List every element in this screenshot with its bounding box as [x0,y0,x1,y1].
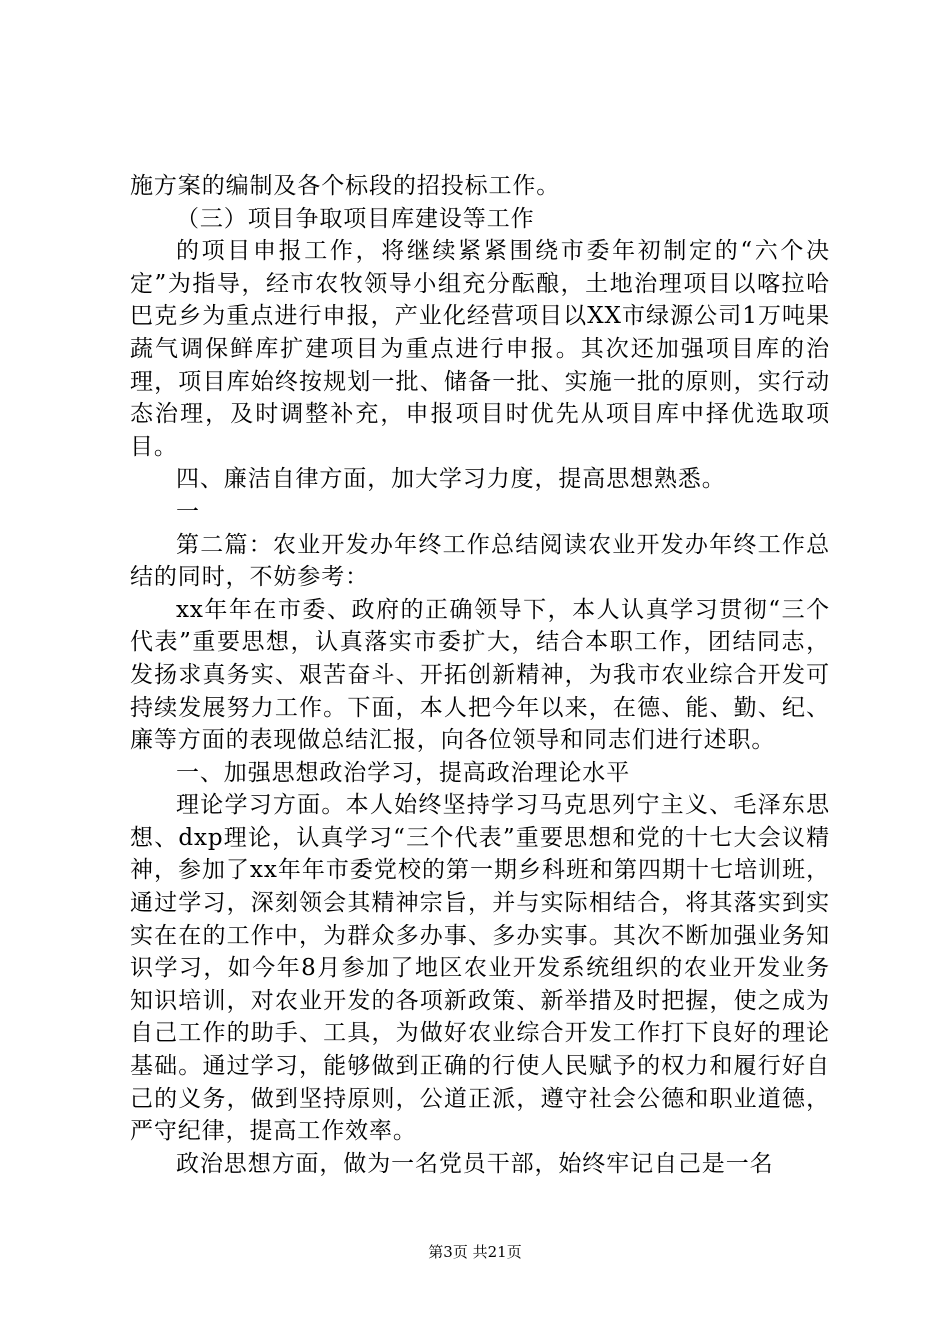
paragraph-theory-study: 理论学习方面。本人始终坚持学习马克思列宁主义、毛泽东思想、dxp理论，认真学习“三个代表”重要思想和党的十七大会议精神，参加了xx年年市委党校的第一期乡科班和第四期十七培训班，通过学习，深刻领会其精神宗旨，并与实际相结合，将其落实到实实在在的工作中，为群众多办事、多办实事。其次不断加强业务知识学习，如今年8月参加了地区农业开发系统组织的农业开发业务知识培训，对农业开发的各项新政策、新举措及时把握，使之成为自己工作的助手、工具，为做好农业综合开发工作打下良好的理论基础。通过学习，能够做到正确的行使人民赋予的权力和履行好自己的义务，做到坚持原则，公道正派，遵守社会公德和职业道德，严守纪律，提高工作效率。 [130,792,830,1145]
page-footer: 第3页 共21页 [428,1243,522,1261]
chapter-two-heading: 第二篇：农业开发办年终工作总结阅读农业开发办年终工作总结的同时，不妨参考： [130,531,830,591]
paragraph-intro: xx年年在市委、政府的正确领导下，本人认真学习贯彻“三个代表”重要思想，认真落实市委扩大，结合本职工作，团结同志，发扬求真务实、艰苦奋斗、开拓创新精神，为我市农业综合开发可持续发展努力工作。下面，本人把今年以来，在德、能、勤、纪、廉等方面的表现做总结汇报，向各位领导和同志们进行述职。 [130,596,830,754]
section-heading-4: 四、廉洁自律方面，加大学习力度，提高思想熟悉。 [176,466,726,493]
section-heading-1: 一、加强思想政治学习，提高政治理论水平 [176,759,631,786]
paragraph-project-application: 的项目申报工作，将继续紧紧围绕市委年初制定的“六个决定”为指导，经市农牧领导小组充分酝酿，土地治理项目以喀拉哈巴克乡为重点进行申报，产业化经营项目以XX市绿源公司1万吨果蔬气调保鲜库扩建项目为重点进行申报。其次还加强项目库的治理，项目库始终按规划一批、储备一批、实施一批的原则，实行动态治理，及时调整补充，申报项目时优先从项目库中择优选取项目。 [130,238,830,460]
document-body [130,170,830,1180]
paragraph-1: 施方案的编制及各个标段的招投标工作。 [130,173,561,199]
paragraph-fragment: 一 [176,498,200,525]
section-heading-3: （三）项目争取项目库建设等工作 [176,205,535,232]
paragraph-political-thought: 政治思想方面，做为一名党员干部，始终牢记自己是一名 [176,1150,774,1177]
